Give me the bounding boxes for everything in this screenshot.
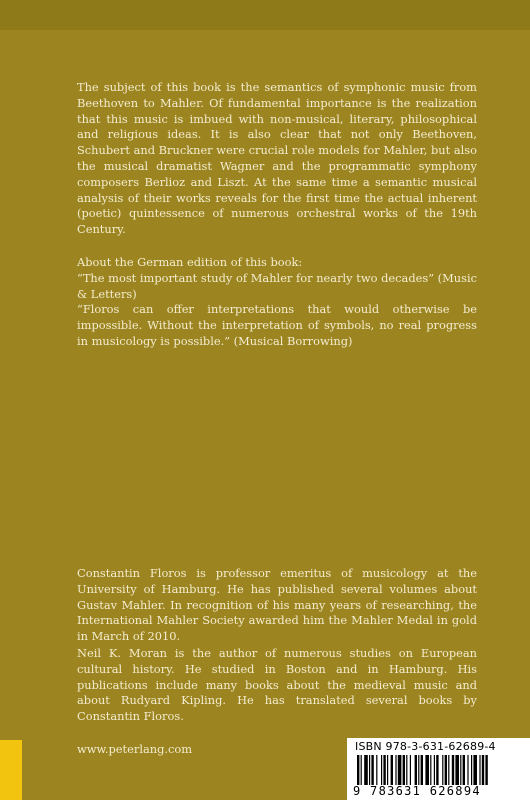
- barcode-bar: [467, 755, 468, 785]
- barcode-box: [347, 738, 530, 800]
- barcode-bar: [391, 755, 393, 785]
- barcode-bar: [436, 755, 438, 785]
- author-bio-paragraph: Constantin Floros is professor emeritus of musicology at the University of Hamburg. He has published several volumes about Gustav Mahler. In recognition of his many years of researching, the International Mahler Society awarded him the Mahler Medal in gold in March of 2010.: [77, 566, 477, 644]
- barcode-bar: [418, 755, 419, 785]
- barcode-bar: [479, 755, 480, 785]
- barcode-bar: [357, 755, 359, 785]
- barcode-bar: [452, 755, 454, 785]
- barcode-bar: [434, 755, 435, 785]
- barcode-bar: [369, 755, 370, 785]
- cover-top-band: [0, 0, 530, 30]
- barcode-icon: [357, 755, 529, 785]
- barcode-bar: [448, 755, 449, 785]
- barcode-bar: [415, 755, 417, 785]
- review-quote-1: “The most important study of Mahler for nearly two decades” (Music & Letters): [77, 270, 477, 301]
- summary-paragraph: The subject of this book is the semantics of symphonic music from Beethoven to Mahler. Of fundamental importance is the realization that this music is imbued with non-musical, literary, philosophical and religious ideas. It is also clear that not only Beethoven, Schubert and Bruckner were crucial role models for Mahler, but also the musical dramatist Wagner and the programmatic symphony composers Berlioz and Liszt. At the same time a semantic musical analysis of their works reveals for the first time the actual inherent (poetic) quintessence of numerous orchestral works of the 19th Century.: [77, 80, 477, 237]
- barcode-bar: [406, 755, 407, 785]
- barcode-bar: [398, 755, 402, 785]
- barcode-bar: [442, 755, 443, 785]
- reviews-intro: About the German edition of this book:: [77, 255, 303, 269]
- isbn-label: ISBN 978-3-631-62689-4: [355, 740, 496, 753]
- barcode-digits: 9 783631 626894: [353, 784, 481, 798]
- barcode-bar: [383, 755, 385, 785]
- barcode-bar: [395, 755, 396, 785]
- accent-strip: [0, 740, 22, 800]
- barcode-bar: [482, 755, 484, 785]
- barcode-bar: [421, 755, 423, 785]
- barcode-bar: [364, 755, 368, 785]
- review-quote-2: “Floros can offer interpretations that would otherwise be impossible. Without the interpretation of symbols, no real progress in musicology is possible.” (Musical Borrowing): [77, 302, 477, 348]
- author-bio: [77, 566, 477, 645]
- barcode-bar: [410, 755, 411, 785]
- barcode-bar: [376, 755, 377, 785]
- barcode-bar: [361, 755, 362, 785]
- barcode-bar: [463, 755, 465, 785]
- barcode-bar: [445, 755, 447, 785]
- barcode-bar: [371, 755, 373, 785]
- barcode-bar: [473, 755, 477, 785]
- barcode-bar: [485, 755, 487, 785]
- barcode-bar: [471, 755, 472, 785]
- barcode-bar: [387, 755, 388, 785]
- barcode-bar: [430, 755, 431, 785]
- barcode-bar: [460, 755, 461, 785]
- publisher-website[interactable]: www.peterlang.com: [77, 742, 193, 756]
- book-summary: [77, 80, 477, 238]
- barcode-bar: [425, 755, 429, 785]
- barcode-bar: [403, 755, 405, 785]
- barcode-bar: [455, 755, 459, 785]
- translator-bio-paragraph: Neil K. Moran is the author of numerous studies on European cultural history. He studied in Boston and in Hamburg. His publications include many books about the medieval music and about Rudyard Kipling. He has translated several books by Constantin Floros.: [77, 646, 477, 724]
- translator-bio: [77, 646, 477, 725]
- barcode-bar: [381, 755, 382, 785]
- reviews-section: [77, 255, 477, 350]
